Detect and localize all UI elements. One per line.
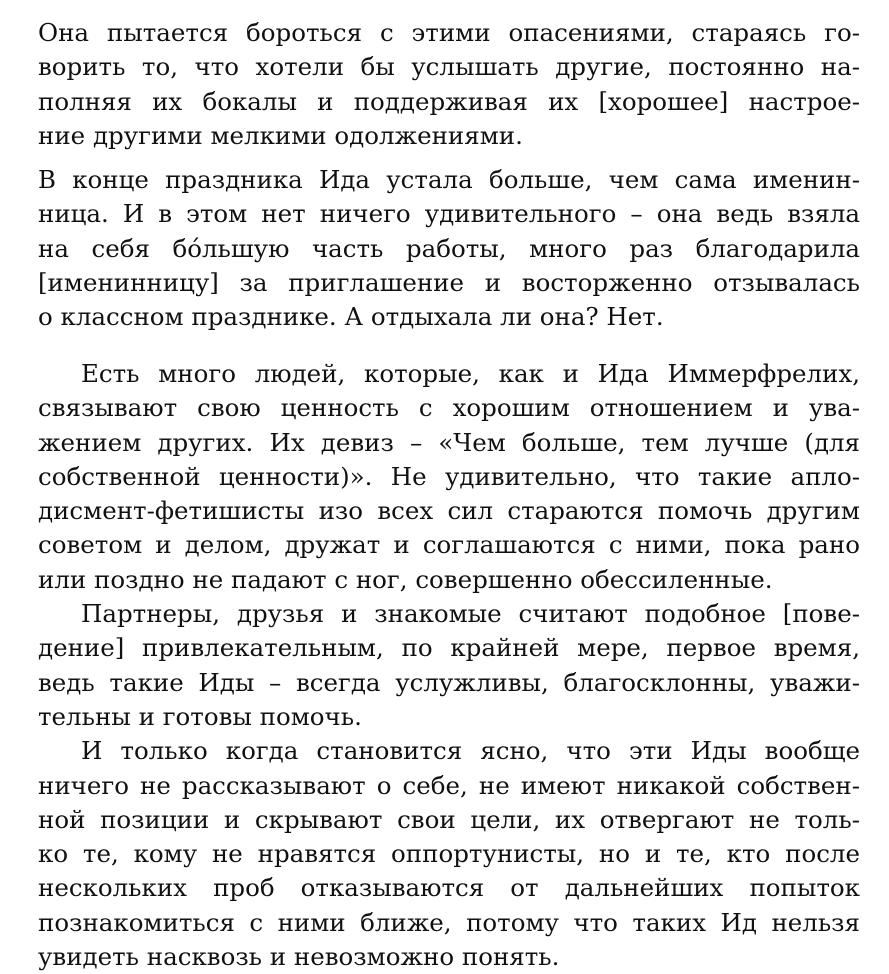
text-line: нескольких проб отказываются от дальнейших попыток — [38, 873, 860, 903]
text-line: познакомиться с ними ближе, потому что таких Ид нельзя — [38, 907, 860, 937]
text-line: связывают свою ценность с хорошим отношением и ува- — [38, 393, 860, 423]
text-line: жением других. Их девиз – «Чем больше, тем лучше (для — [38, 427, 860, 457]
text-line: собственной ценности)». Не удивительно, что такие апло- — [38, 461, 860, 491]
text-line: ничего не рассказывают о себе, не имеют никакой собствен- — [38, 770, 860, 800]
text-line: В конце праздника Ида устала больше, чем сама именин- — [38, 165, 860, 194]
text-line: ведь такие Иды – всегда услужливы, благосклонны, уважи- — [38, 667, 860, 697]
text-line: полняя их бокалы и поддерживая их [хорошее] настрое- — [38, 86, 860, 116]
body-paragraph-2 — [38, 597, 860, 734]
text-line: дение] привлекательным, по крайней мере, первое время, — [38, 633, 860, 663]
text-line: советом и делом, дружат и соглашаются с ними, пока рано — [38, 530, 860, 560]
text-line: или поздно не падают с ног, совершенно обессиленные. — [38, 564, 773, 594]
body-paragraph-3 — [38, 734, 860, 974]
quote-paragraph-2 — [38, 163, 860, 334]
text-line: на себя бо́льшую часть работы, много раз благодарила — [38, 233, 860, 263]
text-line: И только когда становится ясно, что эти Иды вообще — [81, 736, 860, 766]
text-line: [именинницу] за приглашение и восторженно отзывалась — [38, 267, 860, 297]
text-line: Партнеры, друзья и знакомые считают подобное [пове- — [81, 599, 860, 629]
main-text — [38, 357, 860, 974]
text-line: о классном празднике. А отдыхала ли она? Нет. — [38, 302, 664, 332]
body-paragraph-1 — [38, 357, 860, 597]
text-line: Есть много людей, которые, как и Ида Иммерфрелих, — [81, 359, 860, 388]
text-line: ворить то, что хотели бы услышать другие, постоянно на- — [38, 52, 860, 82]
text-line: ние другими мелкими одолжениями. — [38, 120, 523, 150]
text-line: тельны и готовы помочь. — [38, 701, 362, 731]
text-line: увидеть насквозь и невозможно понять. — [38, 942, 560, 972]
text-line: дисмент-фетишисты изо всех сил стараются помочь другим — [38, 496, 860, 526]
text-line: ко те, кому не нравятся оппортунисты, но и те, кто после — [38, 839, 860, 869]
quote-paragraph-1 — [38, 16, 860, 153]
text-line: ной позиции и скрывают свои цели, их отвергают не толь- — [38, 804, 860, 834]
text-line: Она пытается бороться с этими опасениями, стараясь го- — [38, 18, 860, 47]
text-line: ница. И в этом нет ничего удивительного – она ведь взяла — [38, 199, 860, 229]
